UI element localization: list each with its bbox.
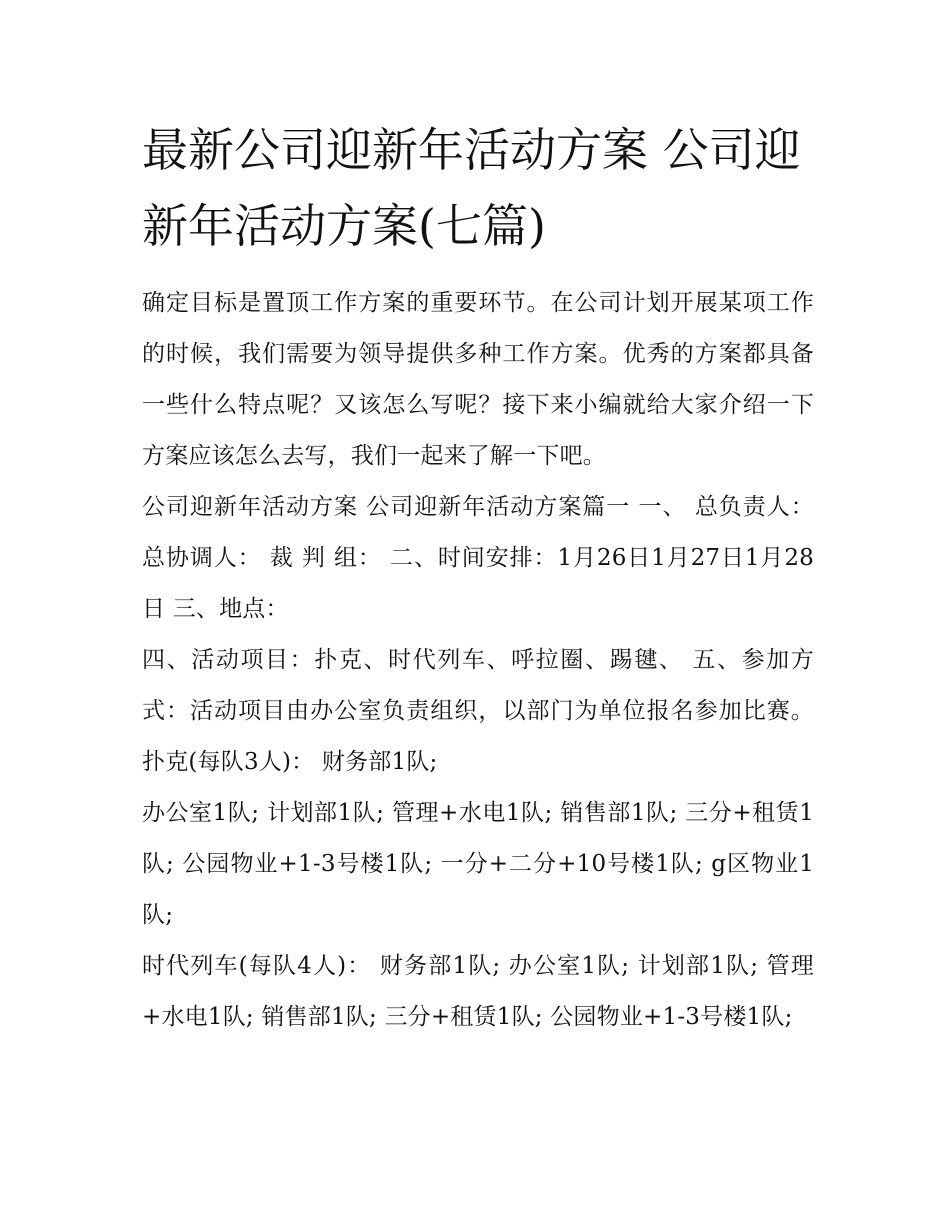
plan-paragraph-activities: 四、活动项目：扑克、时代列车、呼拉圈、踢毽、 五、参加方式：活动项目由办公室负责组织，以部门为单位报名参加比赛。 扑克(每队3人)： 财务部1队;: [142, 647, 814, 775]
intro-paragraph: 确定目标是置顶工作方案的重要环节。在公司计划开展某项工作的时候，我们需要为领导提供多种工作方案。优秀的方案都具备一些什么特点呢？又该怎么写呢？接下来小编就给大家介绍一下方案应该怎么去写，我们一起来了解一下吧。: [142, 290, 814, 469]
document-title: 最新公司迎新年活动方案 公司迎新年活动方案(七篇): [142, 123, 801, 253]
poker-teams-paragraph: 办公室1队; 计划部1队; 管理+水电1队; 销售部1队; 三分+租赁1队; 公园物业+1-3号楼1队; 一分+二分+10号楼1队; g区物业1队;: [142, 800, 814, 928]
train-teams-paragraph: 时代列车(每队4人)： 财务部1队; 办公室1队; 计划部1队; 管理+水电1队; 销售部1队; 三分+租赁1队; 公园物业+1-3号楼1队;: [142, 953, 814, 1030]
document-body: [142, 112, 814, 1043]
plan-paragraph-organization: 公司迎新年活动方案 公司迎新年活动方案篇一 一、 总负责人： 总协调人： 裁 判 组： 二、时间安排：1月26日1月27日1月28日 三、地点：: [142, 494, 814, 622]
